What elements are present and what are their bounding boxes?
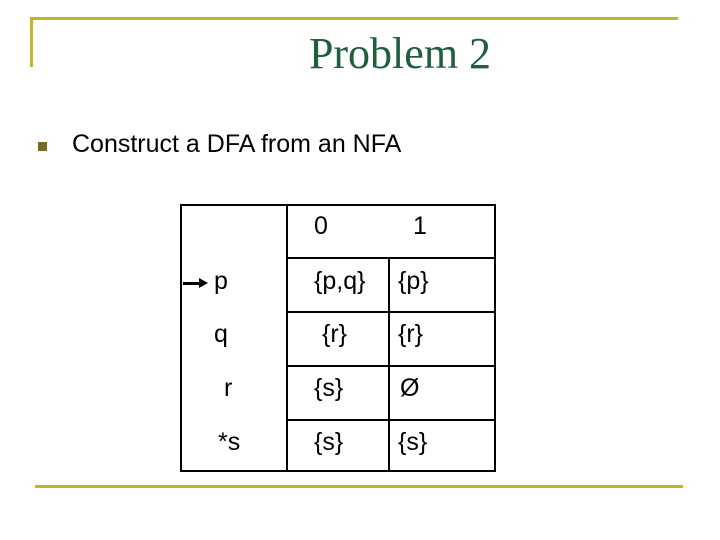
transition-cell: {r} — [398, 320, 424, 348]
table-divider-horizontal — [286, 311, 496, 313]
state-label: q — [214, 320, 228, 348]
slide-title: Problem 2 — [308, 29, 492, 78]
transition-cell: {s} — [398, 428, 428, 456]
table-divider-vertical — [286, 204, 288, 472]
transition-cell: {p} — [398, 267, 429, 295]
bullet-text: Construct a DFA from an NFA — [72, 130, 402, 158]
transition-cell: {s} — [314, 374, 344, 402]
table-divider-horizontal — [286, 365, 496, 367]
bottom-rule — [35, 485, 683, 488]
table-divider-horizontal — [286, 419, 496, 421]
table-divider-horizontal — [286, 257, 496, 259]
left-rule — [30, 17, 33, 67]
header-input-0: 0 — [314, 212, 328, 240]
state-label: r — [224, 374, 233, 402]
header-input-1: 1 — [413, 212, 427, 240]
start-arrow-head-icon — [199, 278, 208, 288]
state-label: p — [214, 267, 228, 295]
bullet-square-icon — [38, 142, 47, 151]
transition-cell: {p,q} — [314, 267, 366, 295]
transition-cell: Ø — [400, 374, 420, 402]
state-label: *s — [218, 428, 241, 456]
transition-cell: {s} — [314, 428, 344, 456]
transition-cell: {r} — [322, 320, 348, 348]
top-rule — [30, 17, 678, 20]
